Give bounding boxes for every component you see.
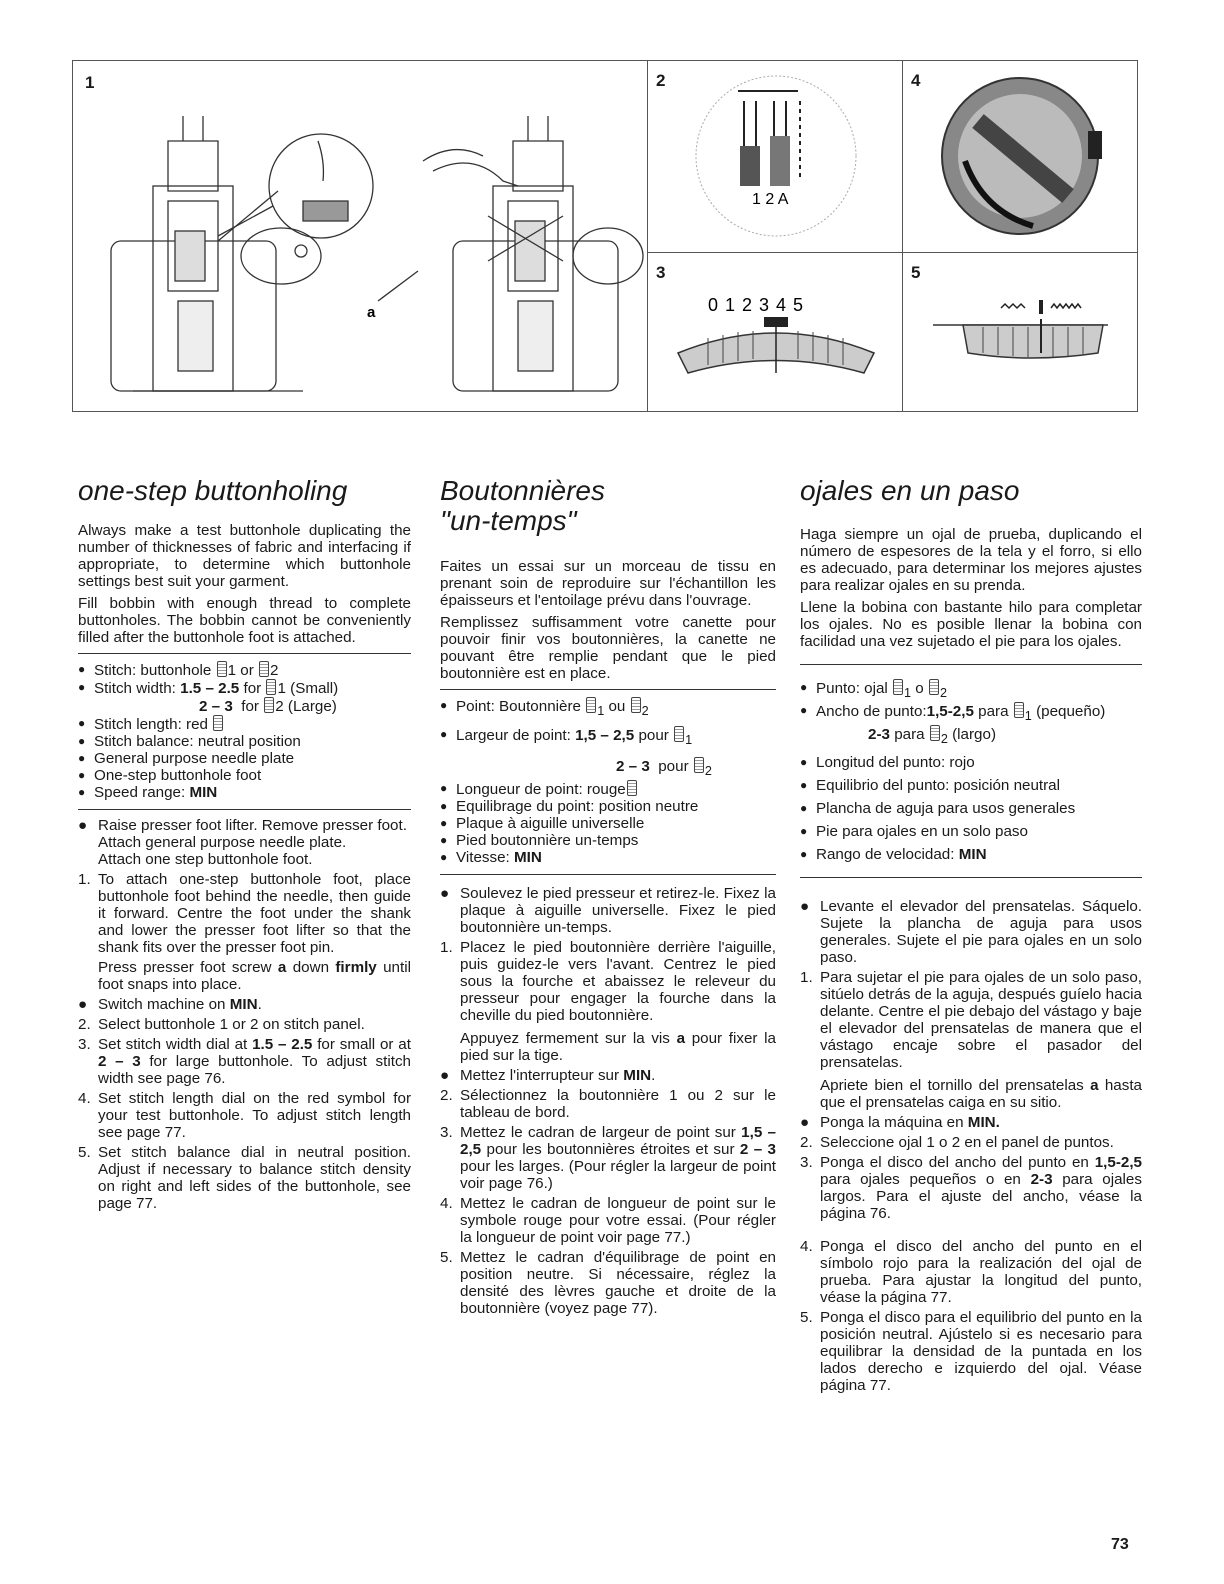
divider [78, 809, 411, 810]
figure-2-buttonhole-symbols [648, 61, 903, 253]
list-item: ● Longueur de point: rouge [440, 780, 776, 798]
buttonhole-icon [264, 697, 274, 713]
buttonhole-icon [674, 726, 684, 742]
list-item: ● Rango de velocidad: MIN [800, 846, 1142, 863]
list-item: ● Soulevez le pied presseur et retirez-le. Fixez la plaque à aiguille universelle. Fixez le pied boutonnière un-temps. [440, 885, 776, 937]
spanish-column [800, 470, 1142, 1397]
buttonhole-icon [930, 725, 940, 741]
french-column [440, 470, 776, 1320]
spanish-title: ojales en un paso [800, 475, 1020, 506]
list-item: ● Mettez l'interrupteur sur MIN. [440, 1067, 656, 1085]
list-item: ● Stitch: buttonhole 1 or 2 [78, 661, 411, 679]
english-column [78, 470, 411, 1215]
figure-1-label-a: a [367, 304, 376, 321]
buttonhole-icon [1014, 702, 1024, 718]
list-item: ● Plancha de aguja para usos generales [800, 800, 1142, 817]
list-item: ● Switch machine on MIN. [78, 996, 262, 1013]
english-title: one-step buttonholing [78, 475, 348, 506]
list-item: ● Punto: ojal $_1$ o $_2$ [800, 679, 1142, 702]
list-item: ● Raise presser foot lifter. Remove presser foot. Attach general purpose needle plate. Attach one step buttonhole foot. [78, 817, 407, 868]
list-item: 2. Select buttonhole 1 or 2 on stitch panel. [78, 1016, 365, 1033]
list-item: 4. Set stitch length dial on the red symbol for your test buttonhole. To adjust stitch length see page 77. [78, 1090, 411, 1141]
french-steps-list [440, 885, 776, 1317]
list-item: 4. Ponga el disco del ancho del punto en el símbolo rojo para la realización del ojal de prueba. Para ajustar la longitud del punto, véase la página 77. [800, 1238, 1142, 1307]
divider [800, 877, 1142, 878]
figure-1-number: 1 [85, 73, 95, 92]
figure-3-number: 3 [656, 263, 666, 282]
french-intro-1: Faites un essai sur un morceau de tissu en prenant soin de reproduire sur l'échantillon les épaisseurs et l'entoilage prévu dans l'ouvrage. [440, 558, 776, 609]
list-item: ● One-step buttonhole foot [78, 767, 411, 784]
list-item: 2. Seleccione ojal 1 o 2 en el panel de puntos. [800, 1134, 1114, 1152]
list-item: ● Pied boutonnière un-temps [440, 832, 776, 849]
list-item: 4. Mettez le cadran de longueur de point sur le symbole rouge pour votre essai. (Pour régler la longueur de point voir page 77.) [440, 1195, 776, 1247]
list-item: ● Equilibrio del punto: posición neutral [800, 777, 1142, 794]
divider [800, 664, 1142, 665]
french-settings-list [440, 697, 776, 866]
buttonhole-icon [893, 679, 903, 695]
figure-1-illustration [73, 61, 648, 412]
list-item: 1. Para sujetar el pie para ojales de un solo paso, sitúelo detrás de la aguja, después guíelo hacia delante. Centre el pie debajo del vástago y baje el elevador del prensatelas de manera que el vástago encaje sobre el pasador del prensatelas. Apriete bien el tornillo del prensatelas a hasta que el prensatelas caiga en su sitio. [800, 969, 1142, 1112]
list-item: 5. Set stitch balance dial in neutral position. Adjust if necessary to balance stitch density on right and left sides of the buttonhole, see page 77. [78, 1144, 411, 1212]
buttonhole-icon [586, 697, 596, 713]
figure-4-dial [903, 61, 1138, 253]
buttonhole-icon [217, 661, 227, 677]
list-item: 2. Sélectionnez la boutonnière 1 ou 2 sur le tableau de bord. [440, 1087, 776, 1122]
english-settings-list [78, 661, 411, 801]
list-item: ● Stitch length: red [78, 715, 411, 733]
list-item: 5. Mettez le cadran d'équilibrage de point en position neutre. Si nécessaire, réglez la densité des lèvres gauche et droite de la boutonnière (voyez page 77). [440, 1249, 776, 1318]
list-item: ● Longitud del punto: rojo [800, 754, 1142, 771]
figure-2-caption: 1 2 A [752, 191, 789, 208]
list-item: 1. To attach one-step buttonhole foot, place buttonhole foot behind the needle, then guide it forward. Centre the foot under the shank and lower the presser foot lifter so that the shank fits over the presser foot pin. Press presser foot screw a down firmly until foot snaps into place. [78, 871, 411, 993]
buttonhole-icon [631, 697, 641, 713]
figure-3-width-dial [648, 253, 903, 412]
page-number: 73 [1111, 1536, 1129, 1553]
list-item: ● Ancho de punto:1,5-2,5 para $_1$ (pequeño) 2-3 para $_2$ (largo) [800, 702, 1142, 748]
figure-5-number: 5 [911, 263, 921, 282]
list-item: 3. Mettez le cadran de largeur de point sur 1,5 – 2,5 pour les boutonnières étroites et sur 2 – 3 pour les larges. (Pour régler la largeur de point voir page 76.) [440, 1124, 776, 1193]
buttonhole-icon [694, 757, 704, 773]
figure-strip [72, 60, 1138, 412]
buttonhole-icon [213, 715, 223, 731]
list-item: ● Point: Boutonnière $_1$ ou $_2$ [440, 697, 776, 720]
english-intro-1: Always make a test buttonhole duplicating the number of thicknesses of fabric and interfacing if appropriate, to determine which buttonhole settings best suit your garment. [78, 522, 411, 590]
spanish-settings-list [800, 679, 1142, 863]
divider [440, 874, 776, 875]
list-item: ● Levante el elevador del prensatelas. Sáquelo. Sujete la plancha de aguja para usos generales. Sujete el pie para ojales en un solo paso. [800, 898, 1142, 967]
figure-2-number: 2 [656, 71, 666, 90]
list-item: 3. Ponga el disco del ancho del punto en 1,5-2,5 para ojales pequeños o en 2-3 para ojales largos. Para el ajuste del ancho, véase la página 76. [800, 1154, 1142, 1223]
list-item: 5. Ponga el disco para el equilibrio del punto en la posición neutral. Ajústelo si es necesario para equilibrar la densidad de la puntada en los lados derecho e izquierdo del ojal. Véase página 77. [800, 1309, 1142, 1395]
buttonhole-icon [259, 661, 269, 677]
buttonhole-icon [627, 780, 637, 796]
buttonhole-icon [929, 679, 939, 695]
french-intro-2: Remplissez suffisamment votre canette pour pouvoir finir vos boutonnières, la canette ne pouvant être remplie pendant que le pied boutonnière est en place. [440, 614, 776, 682]
figure-1-machine [73, 61, 648, 412]
list-item: ● Largeur de point: 1,5 – 2,5 pour $_1$ 2 – 3 pour $_2$ [440, 726, 776, 780]
english-intro-2: Fill bobbin with enough thread to complete buttonholes. The bobbin cannot be conveniently filled after the buttonhole foot is attached. [78, 595, 411, 646]
list-item: 1. Placez le pied boutonnière derrière l'aiguille, puis guidez-le vers l'avant. Centrez le pied sous la fourche et abaissez le releveur du presseur pour engager la fourche dans la cheville du pied boutonnière. Appuyez fermement sur la vis a pour fixer la pied sur la tige. [440, 939, 776, 1065]
spanish-steps-list [800, 898, 1142, 1394]
list-item: ● Speed range: MIN [78, 784, 411, 801]
figure-5-balance-dial [903, 253, 1138, 412]
list-item: ● Stitch balance: neutral position [78, 733, 411, 750]
english-steps-list [78, 817, 411, 1212]
buttonhole-icon [266, 679, 276, 695]
list-item: ● General purpose needle plate [78, 750, 411, 767]
list-item: ● Vitesse: MIN [440, 849, 776, 866]
figure-4-number: 4 [911, 71, 921, 90]
list-item: ● Plaque à aiguille universelle [440, 815, 776, 832]
list-item: ● Pie para ojales en un solo paso [800, 823, 1142, 840]
spanish-intro-2: Llene la bobina con bastante hilo para completar los ojales. No es posible llenar la bobina con facilidad una vez sujetado el pie para los ojales. [800, 599, 1142, 650]
list-item: ● Stitch width: 1.5 – 2.5 for 1 (Small) 2 – 3 for 2 (Large) [78, 679, 411, 715]
list-item: ● Ponga la máquina en MIN. [800, 1114, 1000, 1132]
french-title: Boutonnières "un-temps" [440, 475, 606, 536]
divider [440, 689, 776, 690]
figure-3-scale: 0 1 2 3 4 5 [708, 295, 805, 315]
list-item: ● Equilibrage du point: position neutre [440, 798, 776, 815]
spanish-intro-1: Haga siempre un ojal de prueba, duplicando el número de espesores de la tela y el forro, si ello es adecuado, para determinar los mejores ajustes para realizar ojales en su prenda. [800, 526, 1142, 594]
divider [78, 653, 411, 654]
list-item: 3. Set stitch width dial at 1.5 – 2.5 for small or at 2 – 3 for large buttonhole. To adjust stitch width see page 76. [78, 1036, 411, 1087]
